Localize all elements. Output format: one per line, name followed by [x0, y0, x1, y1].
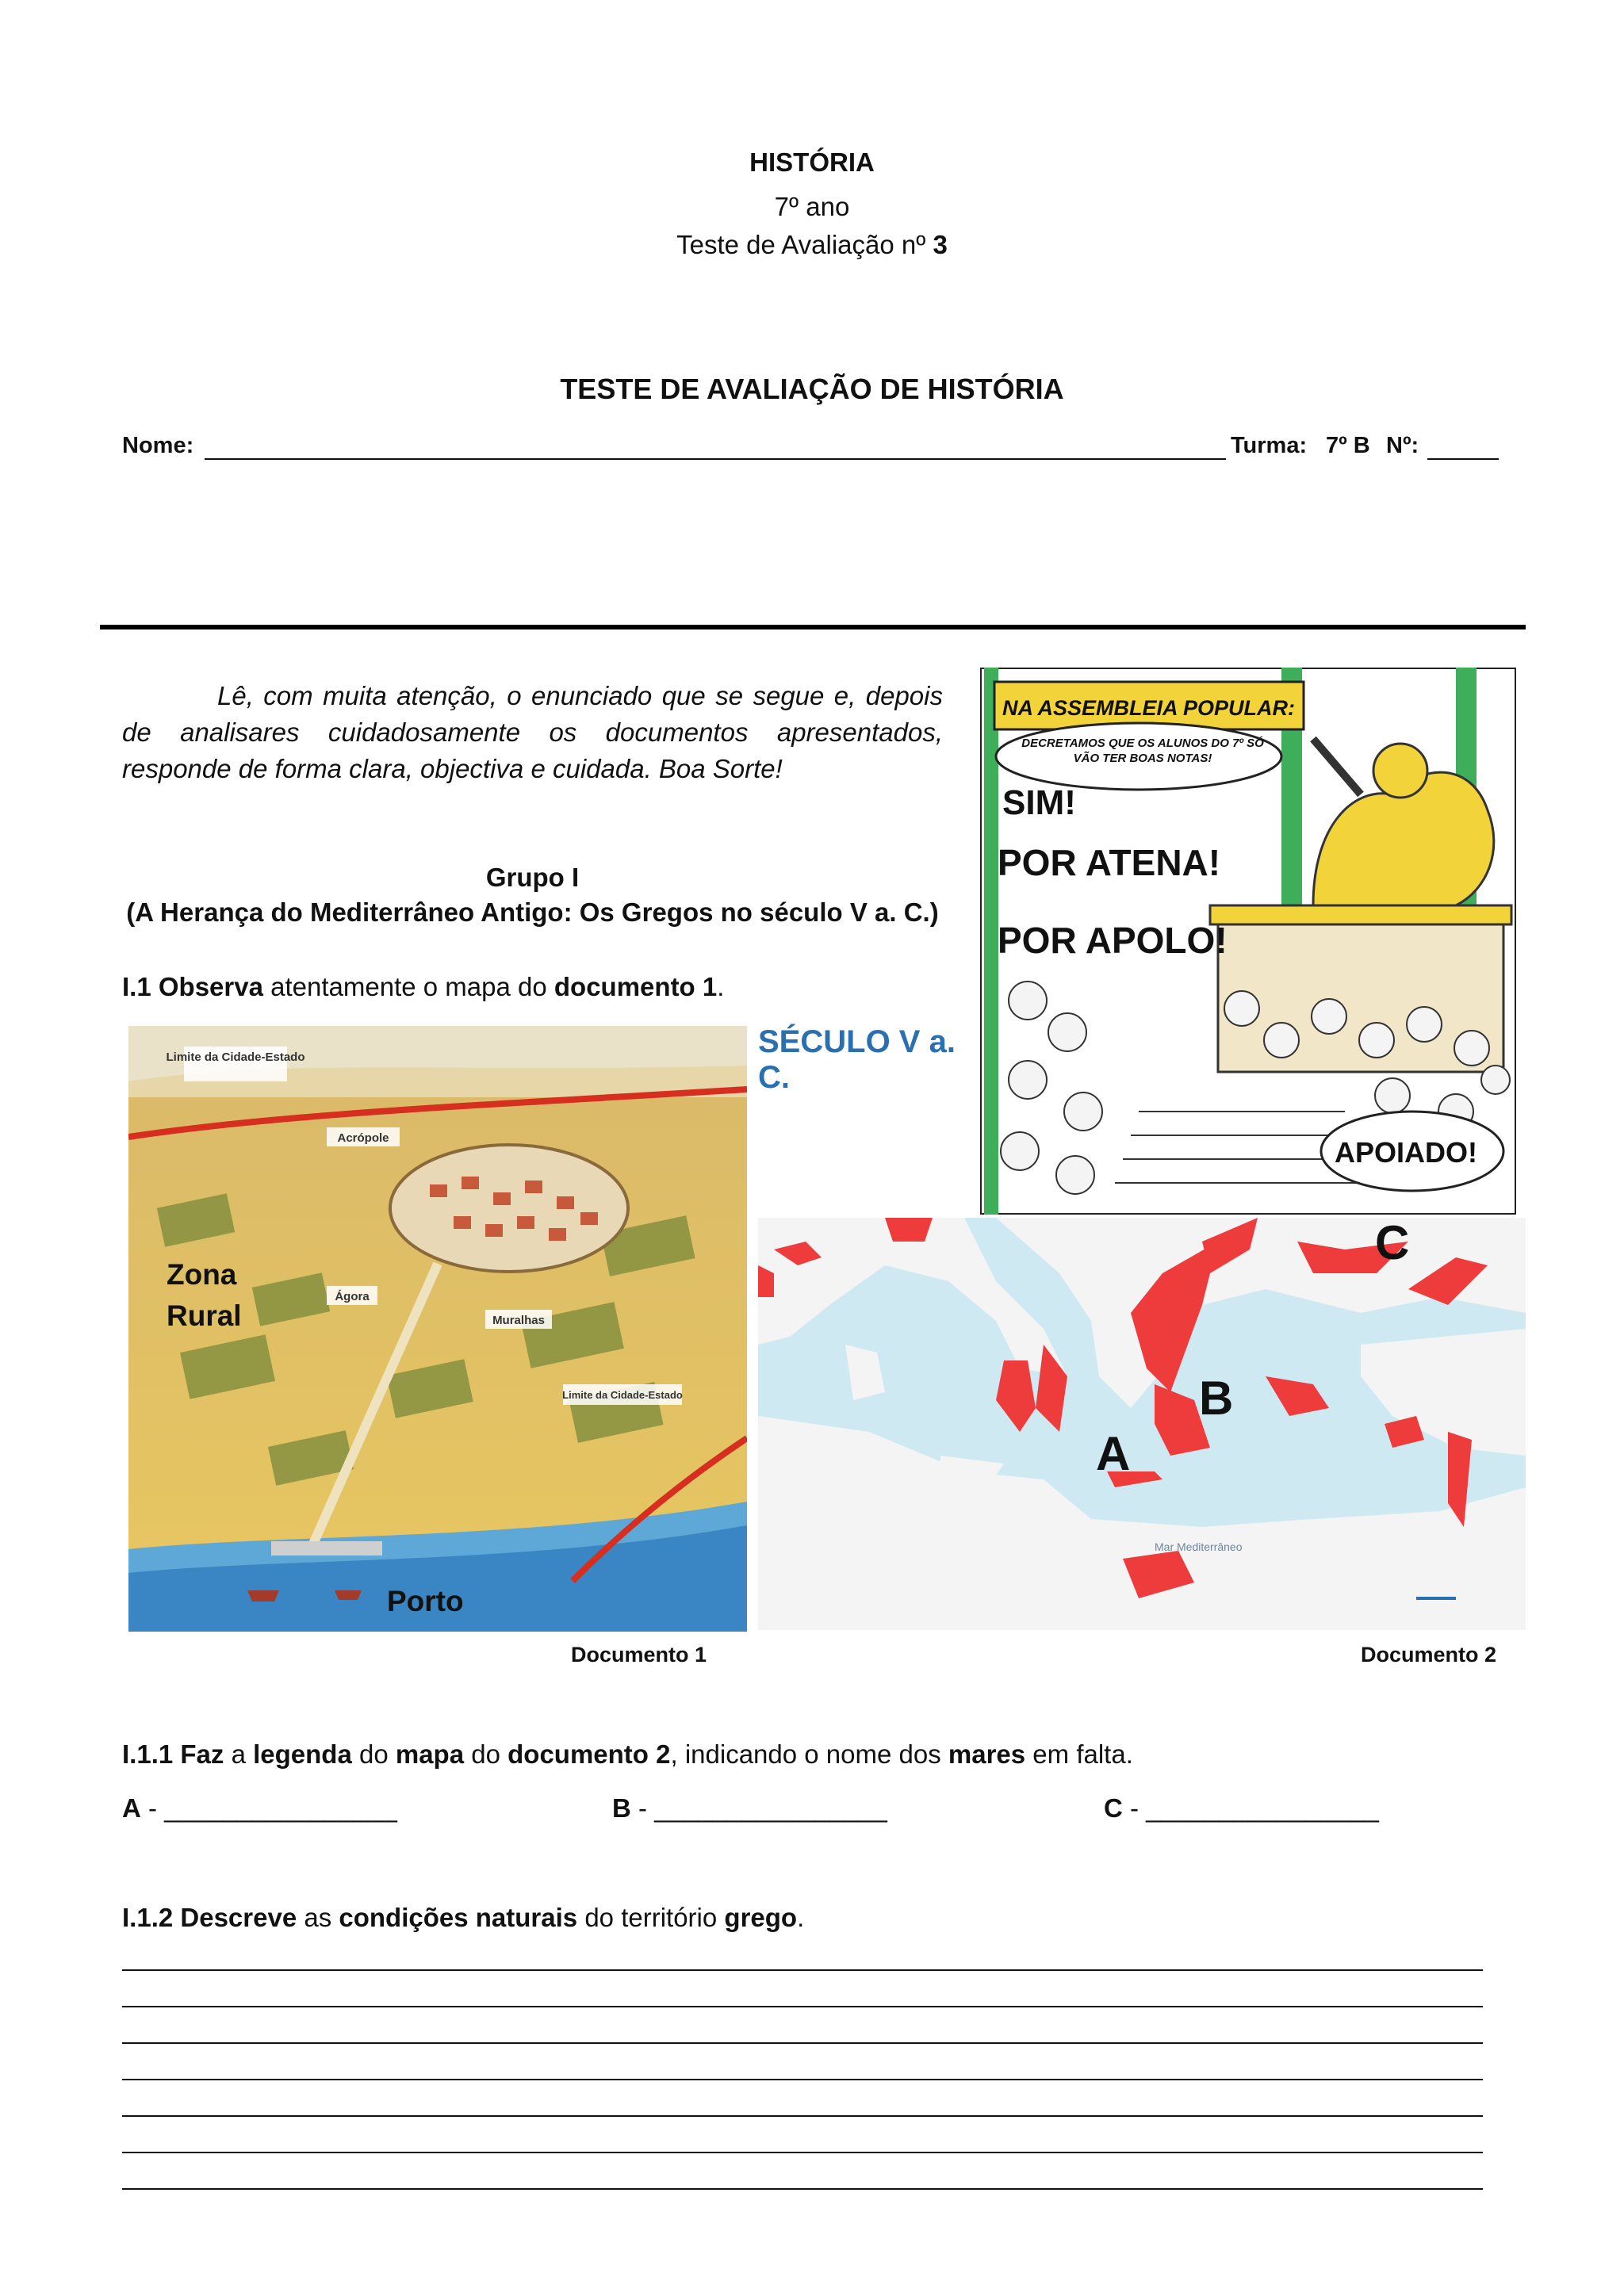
test-label: [0, 230, 1624, 260]
grade-label: 7º ano: [774, 192, 850, 221]
label-limite-2: Limite da Cidade-Estado: [562, 1389, 683, 1401]
answer-b-blank: - ________________: [630, 1793, 887, 1823]
question-1-end: .: [717, 972, 725, 1001]
question-1-2-verb: Descreve: [180, 1903, 297, 1932]
class-label: Turma:: [1231, 433, 1308, 458]
question-1-1-t2: do: [351, 1739, 396, 1769]
city-state-image: [128, 1026, 747, 1632]
comic-speech-sim: SIM!: [1002, 783, 1076, 822]
label-acropole: Acrópole: [337, 1131, 389, 1145]
answer-line[interactable]: [122, 2152, 1483, 2153]
comic-caption: NA ASSEMBLEIA POPULAR:: [1002, 696, 1296, 720]
instructions-text: Lê, com muita atenção, o enunciado que se segue e, depois de analisares cuidadosamente os documentos apresentados, responde de forma clara, objectiva e cuidada. Boa Sorte!: [122, 681, 943, 783]
number-label: Nº:: [1386, 433, 1419, 458]
answer-line[interactable]: [122, 2042, 1483, 2044]
document-1-illustration: [128, 1026, 747, 1632]
answer-line[interactable]: [122, 2006, 1483, 2007]
question-1-1-w3: documento 2: [508, 1739, 671, 1769]
label-limite-1: Limite da Cidade-Estado: [166, 1050, 305, 1064]
map-title: SÉCULO V a. C.: [758, 1024, 956, 1095]
test-prefix: Teste de Avaliação nº: [676, 230, 933, 259]
question-1-text: atentamente o mapa do: [262, 972, 554, 1001]
question-1-1-t4: , indicando o nome dos: [670, 1739, 948, 1769]
document-2-caption: Documento 2: [1361, 1643, 1497, 1667]
assembly-comic: [980, 668, 1516, 1215]
answer-c[interactable]: [1104, 1793, 1379, 1823]
map-letter-b: B: [1199, 1372, 1234, 1425]
comic-speech-apolo: POR APOLO!: [998, 920, 1228, 961]
question-1-num: I.1: [122, 972, 151, 1001]
answer-line[interactable]: [122, 2079, 1483, 2080]
group-subtitle: (A Herança do Mediterrâneo Antigo: Os Gregos no século V a. C.): [126, 897, 939, 927]
answer-c-label: C: [1104, 1793, 1123, 1823]
answer-line[interactable]: [122, 2188, 1483, 2190]
answer-a-blank: - ________________: [140, 1793, 397, 1823]
document-1-caption: Documento 1: [571, 1643, 707, 1667]
question-1-1: [122, 1739, 1133, 1770]
question-1-2-w2: grego: [724, 1903, 798, 1932]
question-1-1-w4: mares: [948, 1739, 1026, 1769]
answer-line[interactable]: [122, 2115, 1483, 2117]
question-1-1-w2: mapa: [395, 1739, 465, 1769]
question-1-doc: documento 1: [553, 972, 718, 1001]
question-1-1-num: I.1.1: [122, 1739, 174, 1769]
label-porto: Porto: [387, 1585, 464, 1617]
name-field[interactable]: [205, 458, 1226, 460]
page-title: TESTE DE AVALIAÇÃO DE HISTÓRIA: [560, 373, 1064, 405]
section-divider: [100, 625, 1526, 629]
answer-b-label: B: [612, 1793, 631, 1823]
question-1-2: [122, 1903, 804, 1933]
comic-image: [980, 668, 1516, 1215]
label-zona: Zona: [167, 1258, 237, 1291]
map-letter-c: C: [1375, 1218, 1410, 1269]
label-agora: Ágora: [335, 1290, 370, 1303]
question-1-2-t2: do território: [577, 1903, 725, 1932]
number-field[interactable]: [1427, 458, 1499, 460]
answer-b[interactable]: [612, 1793, 887, 1823]
comic-speech-apoiado: APOIADO!: [1335, 1136, 1477, 1169]
answer-line[interactable]: [122, 1969, 1483, 1971]
group-title: Grupo I: [485, 863, 580, 892]
question-1-2-num: I.1.2: [122, 1903, 174, 1932]
document-2-map: [758, 1218, 1526, 1630]
subject-title: HISTÓRIA: [749, 147, 875, 177]
comic-speech-decree: DECRETAMOS QUE OS ALUNOS DO 7º SÓ VÃO TER BOAS NOTAS!: [1021, 737, 1264, 765]
question-1-1-w1: legenda: [253, 1739, 352, 1769]
question-1-2-t1: as: [297, 1903, 339, 1932]
answer-a[interactable]: [122, 1793, 397, 1823]
name-label: Nome:: [122, 433, 194, 458]
question-1-2-w1: condições naturais: [339, 1903, 578, 1932]
comic-speech-atena: POR ATENA!: [998, 842, 1221, 883]
question-1-2-t3: .: [797, 1903, 805, 1932]
answer-a-label: A: [122, 1793, 141, 1823]
class-value: 7º B: [1326, 433, 1370, 458]
question-1-verb: Observa: [158, 972, 263, 1001]
label-muralhas: Muralhas: [492, 1314, 545, 1327]
label-rural: Rural: [167, 1299, 242, 1332]
answer-c-blank: - ________________: [1122, 1793, 1379, 1823]
question-1-1-t5: em falta.: [1025, 1739, 1133, 1769]
mediterranean-map-image: [758, 1218, 1526, 1630]
question-1-1-t1: a: [224, 1739, 254, 1769]
map-letter-a: A: [1096, 1427, 1131, 1480]
sea-label: Mar Mediterrâneo: [1155, 1540, 1243, 1553]
question-1-1-t3: do: [464, 1739, 508, 1769]
test-number: 3: [933, 230, 948, 259]
question-1: [122, 972, 724, 1002]
question-1-1-verb: Faz: [180, 1739, 224, 1769]
